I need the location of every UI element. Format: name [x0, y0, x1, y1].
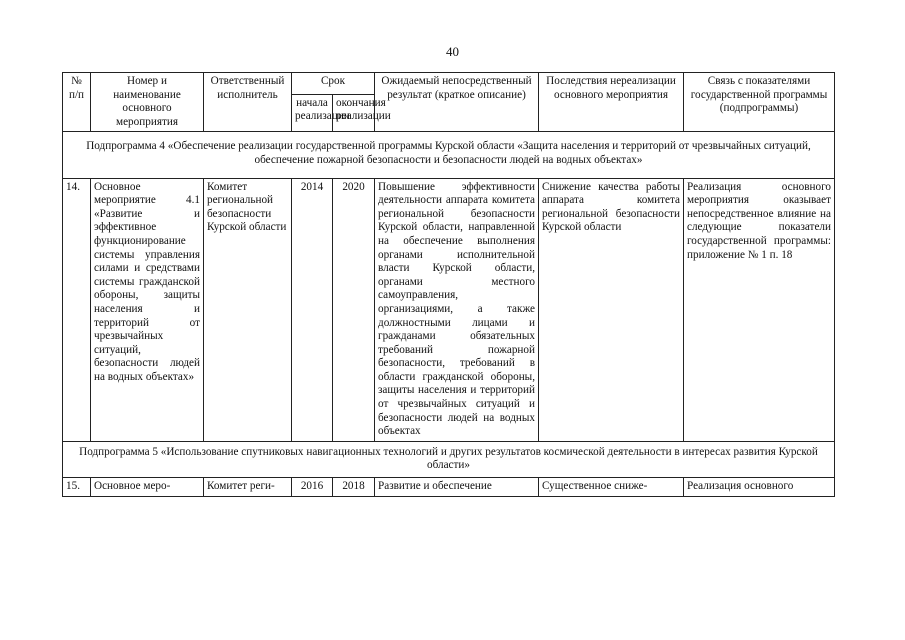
row-15-name: Основное меро-: [91, 478, 204, 497]
row-15-num: 15.: [63, 478, 91, 497]
header-consequences: Последствия нереализации основного мероприятия: [539, 73, 684, 132]
row-14-consequences: Снижение качества работы аппарата комитета региональной безопасности Курской области: [539, 178, 684, 441]
subprogram-5-title: Подпрограмма 5 «Использование спутниковых навигационных технологий и других результатов космической деятельности в интересах развития Курской области»: [63, 441, 835, 477]
table-row-14: [63, 178, 835, 441]
header-link: Связь с показателями государственной программы (подпрограммы): [684, 73, 835, 132]
header-row: [63, 73, 835, 95]
row-14-name: Основное мероприятие 4.1 «Развитие и эффективное функционирование системы управления силами и средствами системы гражданской обороны, защиты населения и территорий от чрезвычайных ситуаций, безопасности людей на водных объектах»: [91, 178, 204, 441]
row-14-start: 2014: [292, 178, 333, 441]
header-end: окончания реализации: [333, 94, 375, 132]
subprogram-4-row: [63, 132, 835, 178]
header-name: Номер и наименование основного мероприятия: [91, 73, 204, 132]
table-row-15: [63, 478, 835, 497]
row-15-consequences: Существенное сниже-: [539, 478, 684, 497]
row-14-end: 2020: [333, 178, 375, 441]
row-15-link: Реализация основного: [684, 478, 835, 497]
subprogram-4-title: Подпрограмма 4 «Обеспечение реализации государственной программы Курской области «Защита населения и территорий от чрезвычайных ситуаций, обеспечение пожарной безопасности и безопасности людей на водных объектах»: [63, 132, 835, 178]
row-14-executor: Комитет региональной безопасности Курской области: [204, 178, 292, 441]
row-14-link: Реализация основного мероприятия оказывает непосредственное влияние на следующие показатели государственной программы: приложение № 1 п. 18: [684, 178, 835, 441]
header-result: Ожидаемый непосредственный результат (краткое описание): [375, 73, 539, 132]
activities-table: [62, 72, 835, 497]
header-executor: Ответственный исполнитель: [204, 73, 292, 132]
row-15-executor: Комитет реги-: [204, 478, 292, 497]
subprogram-5-row: [63, 441, 835, 477]
header-start: начала реализации: [292, 94, 333, 132]
row-14-num: 14.: [63, 178, 91, 441]
page-number: 40: [446, 44, 459, 59]
row-15-end: 2018: [333, 478, 375, 497]
row-15-start: 2016: [292, 478, 333, 497]
header-term: Срок: [292, 73, 375, 95]
row-15-result: Развитие и обеспечение: [375, 478, 539, 497]
row-14-result: Повышение эффективности деятельности аппарата комитета региональной безопасности Курской области, направленной на обеспечение выполнения органами исполнительной власти Курской области, органами местного самоуправления, организациями, а также должностными лицами и гражданами обязательных требований пожарной безопасности, требований в области гражданской обороны, защиты населения и территорий от чрезвычайных ситуаций и безопасности людей на водных объектах: [375, 178, 539, 441]
header-num: № п/п: [63, 73, 91, 132]
